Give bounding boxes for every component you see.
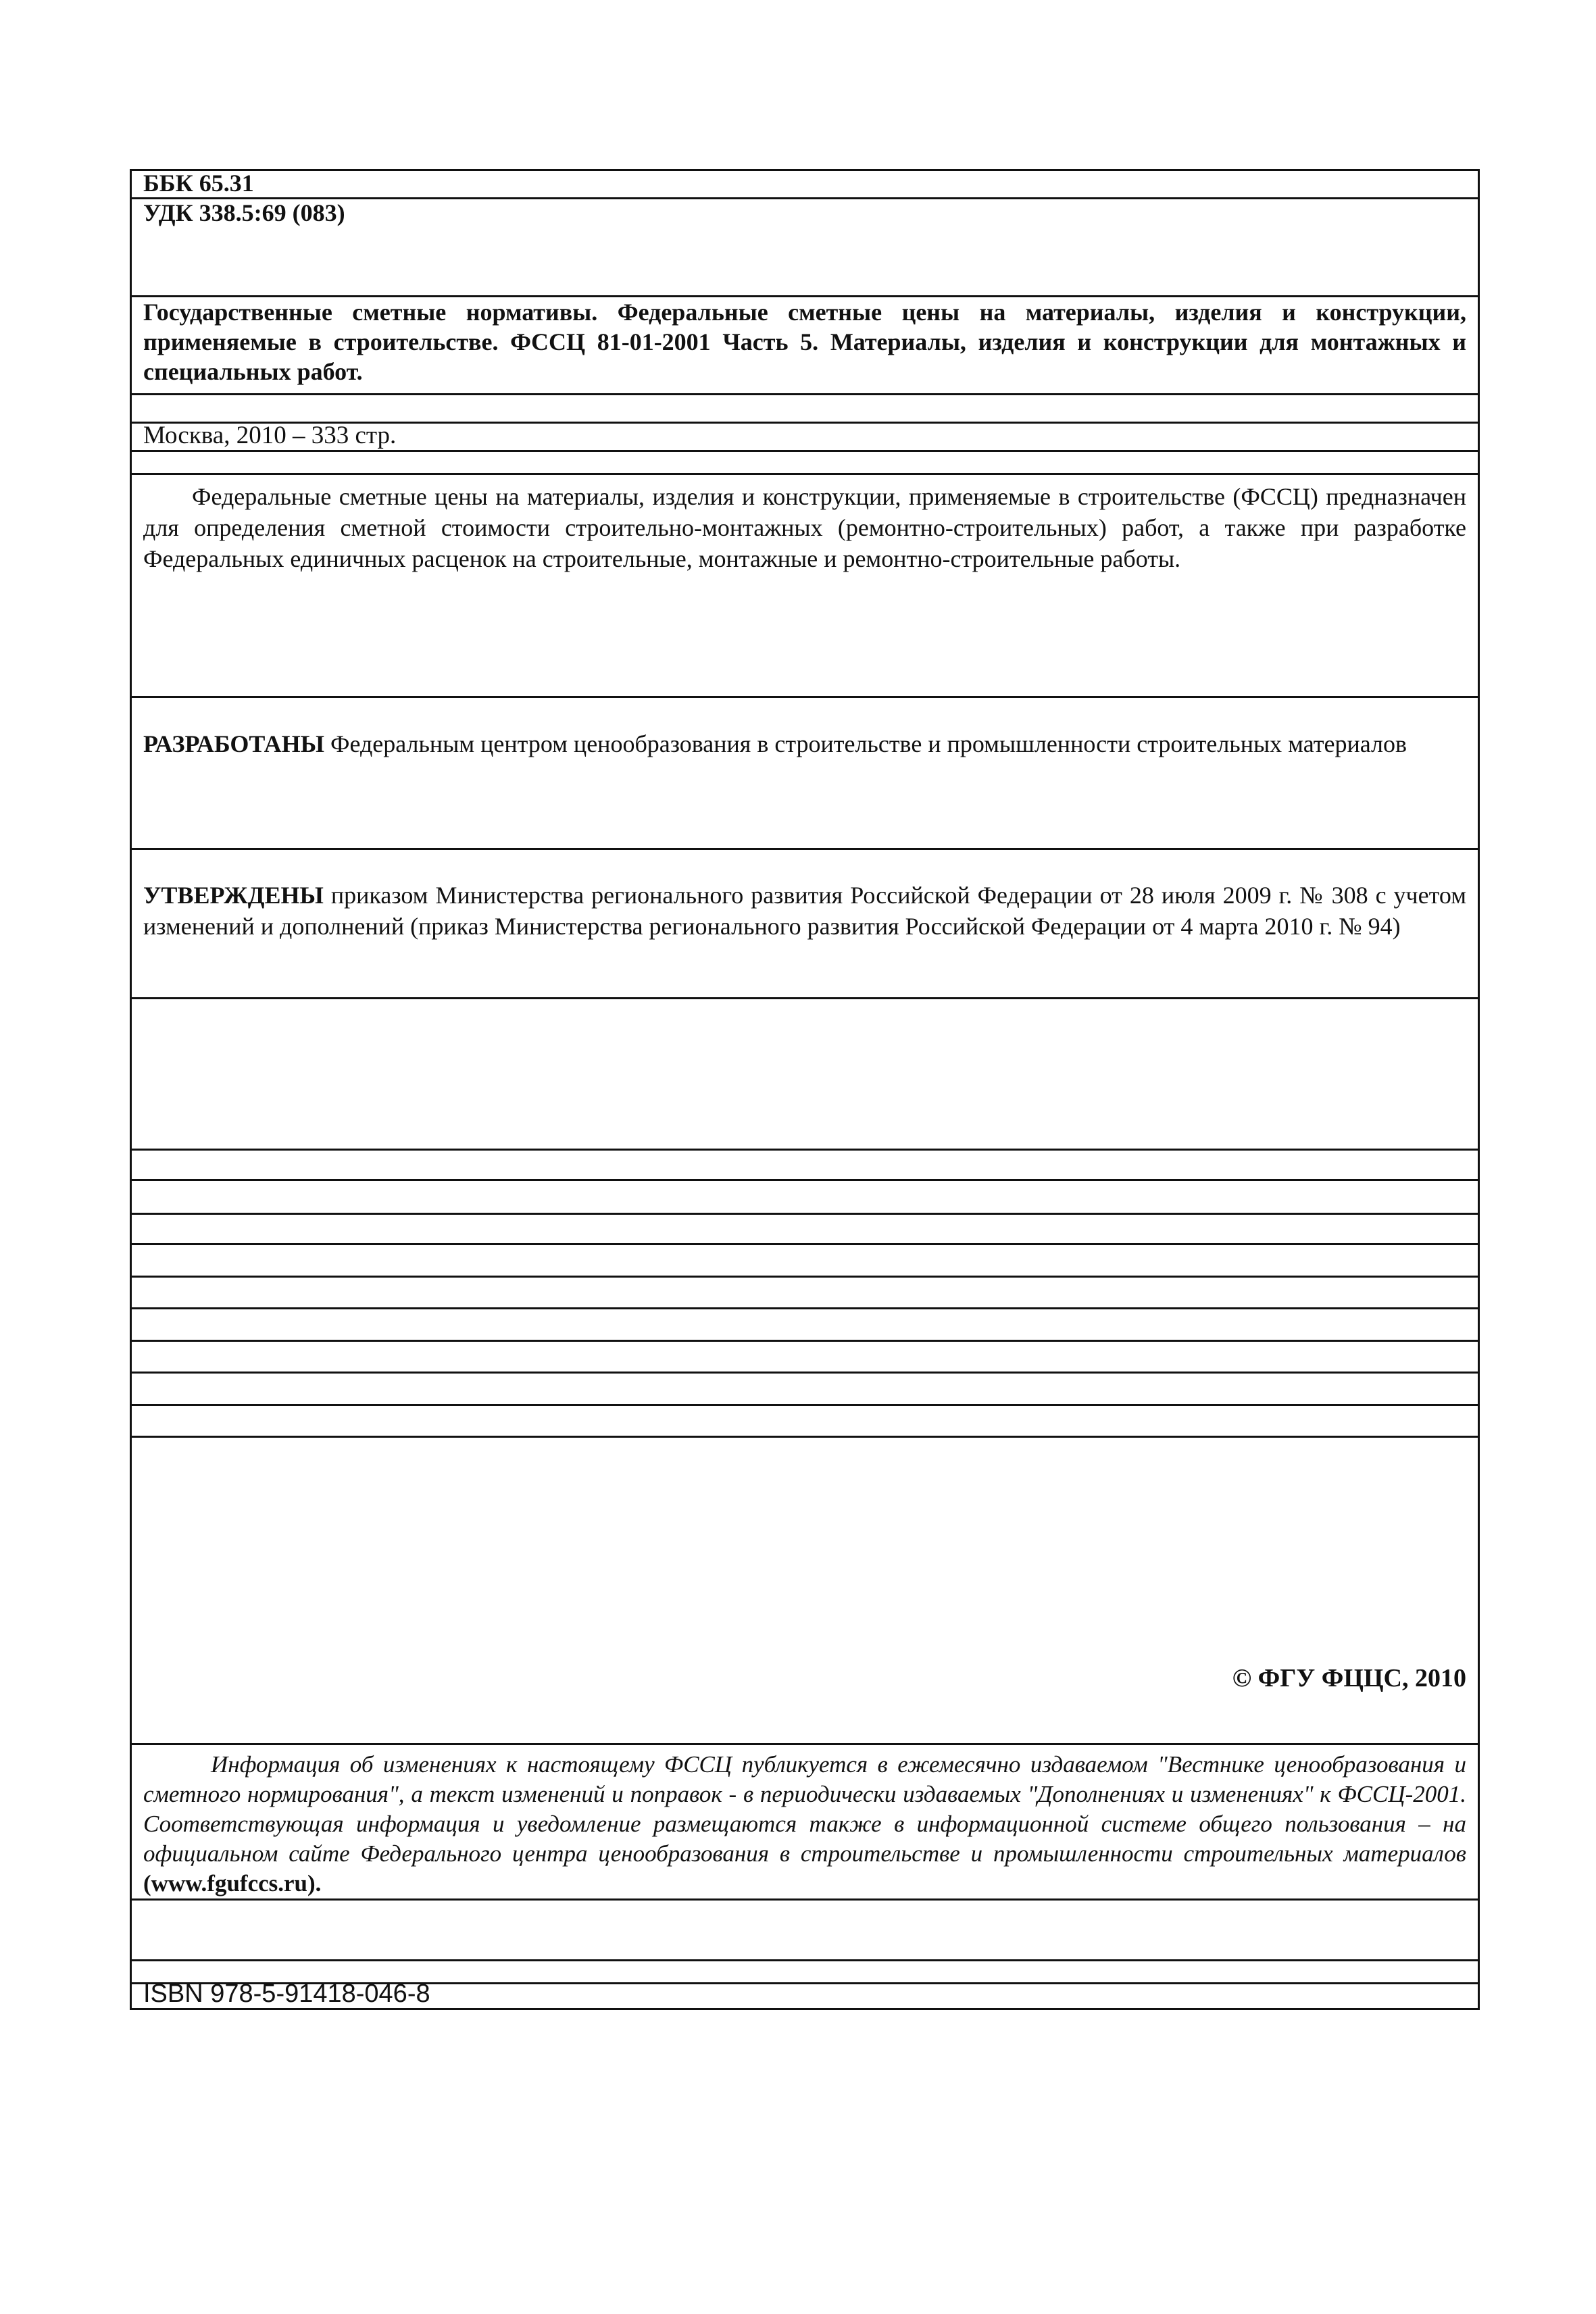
divider bbox=[130, 1276, 1480, 1278]
copyright-notice: © ФГУ ФЦЦС, 2010 bbox=[1232, 1664, 1466, 1692]
divider bbox=[130, 1959, 1480, 1961]
divider bbox=[130, 1404, 1480, 1406]
approved-label: УТВЕРЖДЕНЫ bbox=[143, 882, 324, 909]
isbn: ISBN 978-5-91418-046-8 bbox=[143, 1980, 430, 2008]
developed-by-paragraph bbox=[143, 728, 1466, 759]
divider bbox=[130, 1743, 1480, 1745]
divider bbox=[130, 848, 1480, 850]
document-title: Государственные сметные нормативы. Федеральные сметные цены на материалы, изделия и конструкции, применяемые в строительстве. ФССЦ 81-01-2001 Часть 5. Материалы, изделия и конструкции для монтажных и специальных работ. bbox=[143, 299, 1466, 385]
divider bbox=[130, 1243, 1480, 1245]
website-link[interactable]: (www.fgufccs.ru). bbox=[143, 1870, 322, 1896]
divider bbox=[130, 1213, 1480, 1215]
divider bbox=[130, 997, 1480, 999]
approved-text: приказом Министерства регионального развития Российской Федерации от 28 июля 2009 г. № 308 с учетом изменений и дополнений (приказ Министерства регионального развития Российской Федерации от 4 марта 2010 г. № 94) bbox=[143, 882, 1466, 940]
developed-text: Федеральным центром ценообразования в строительстве и промышленности строительных материалов bbox=[324, 730, 1407, 757]
divider bbox=[130, 1898, 1480, 1901]
divider bbox=[130, 1436, 1480, 1438]
divider bbox=[130, 1372, 1480, 1374]
approved-by-paragraph bbox=[143, 880, 1466, 942]
udk-code: УДК 338.5:69 (083) bbox=[143, 199, 345, 226]
bbk-code: ББК 65.31 bbox=[143, 170, 254, 197]
divider bbox=[130, 1149, 1480, 1151]
publication-place-pages: Москва, 2010 – 333 стр. bbox=[143, 422, 397, 449]
divider bbox=[130, 1307, 1480, 1309]
divider bbox=[130, 696, 1480, 698]
divider bbox=[130, 473, 1480, 475]
changes-info-paragraph bbox=[143, 1750, 1466, 1898]
description-paragraph: Федеральные сметные цены на материалы, изделия и конструкции, применяемые в строительстве (ФССЦ) предназначен для определения сметной стоимости строительно-монтажных (ремонтно-строительных) работ, а также при разработке Федеральных единичных расценок на строительные, монтажные и ремонтно-строительные работы. bbox=[143, 483, 1466, 572]
developed-label: РАЗРАБОТАНЫ bbox=[143, 730, 324, 757]
divider bbox=[130, 1179, 1480, 1181]
changes-info-text: Информация об изменениях к настоящему ФССЦ публикуется в ежемесячно издаваемом "Вестнике ценообразования и сметного нормирования", а текст изменений и поправок - в периодически издаваемых "Дополнениях и изменениях" к ФССЦ-2001. Соответствующая информация и уведомление размещаются также в информационной системе общего пользования – на официальном сайте Федерального центра ценообразования в строительстве и промышленности строительных материалов bbox=[143, 1751, 1466, 1867]
divider bbox=[130, 393, 1480, 395]
divider bbox=[130, 1340, 1480, 1342]
